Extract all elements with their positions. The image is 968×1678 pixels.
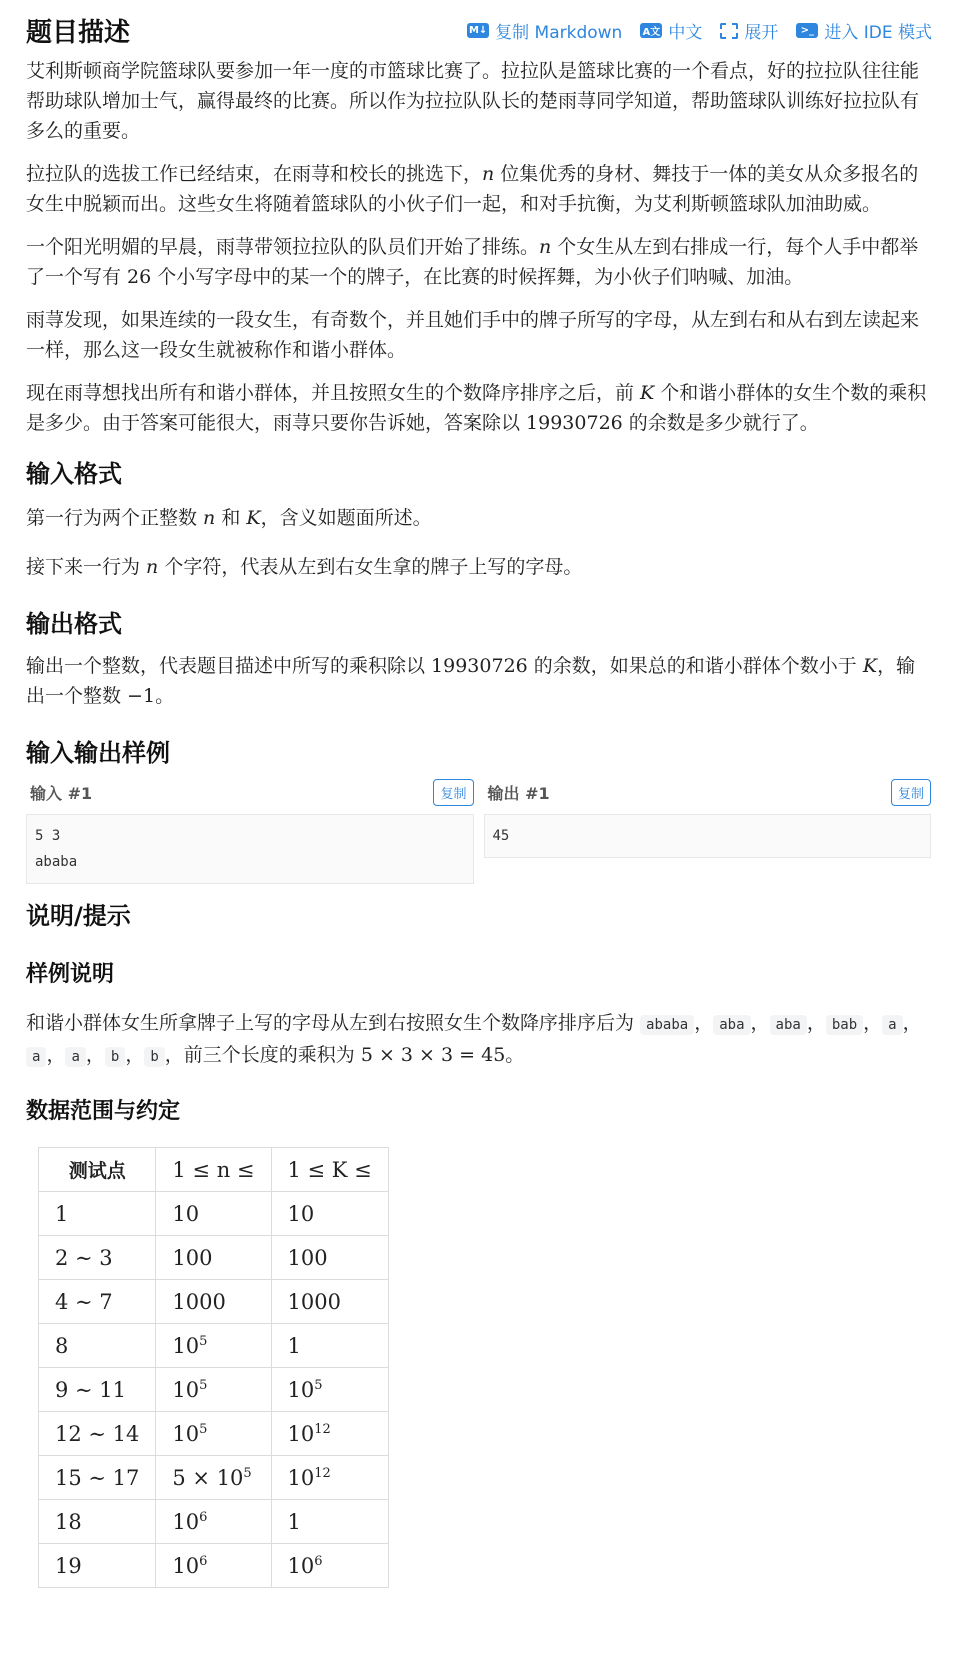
separator: ， bbox=[46, 1044, 66, 1066]
table-cell bbox=[271, 1456, 388, 1500]
table-header-cell: 1 ≤ K ≤ bbox=[271, 1148, 388, 1192]
description-paragraph-4: 雨荨发现，如果连续的一段女生，有奇数个，并且她们手中的牌子所写的字母，从左到右和从右到左读起来一样，那么这一段女生就被称作和谐小群体。 bbox=[26, 309, 920, 361]
expand-label: 展开 bbox=[744, 23, 779, 43]
copy-input-button[interactable]: 复制 bbox=[433, 779, 473, 806]
samples-row bbox=[26, 776, 931, 884]
separator: ， bbox=[902, 1012, 922, 1034]
cell-value: 1000 bbox=[287, 1289, 341, 1314]
table-cell bbox=[156, 1324, 271, 1368]
constraints-heading: 数据范围与约定 bbox=[26, 1099, 181, 1124]
cell-value: 10 bbox=[172, 1553, 200, 1578]
problem-content bbox=[26, 56, 931, 1588]
table-row bbox=[39, 1280, 389, 1324]
table-cell: 8 bbox=[39, 1324, 156, 1368]
separator: ， bbox=[125, 1044, 145, 1066]
output-format-text bbox=[26, 651, 931, 711]
table-cell: 1 bbox=[39, 1192, 156, 1236]
description-paragraph-2 bbox=[26, 159, 931, 219]
cell-value: 10 bbox=[287, 1465, 315, 1490]
cell-value: 1 bbox=[287, 1509, 301, 1534]
cell-exponent: 12 bbox=[314, 1465, 331, 1481]
table-row bbox=[39, 1544, 389, 1588]
cell-value: 10 bbox=[172, 1509, 200, 1534]
separator: ， bbox=[806, 1012, 826, 1034]
inline-code: ababa bbox=[640, 1015, 694, 1035]
table-cell: 12 ∼ 14 bbox=[39, 1412, 156, 1456]
table-cell: 9 ∼ 11 bbox=[39, 1368, 156, 1412]
sample-output-header bbox=[484, 776, 932, 808]
text-span: 一个阳光明媚的早晨，雨荨带领拉拉队的队员们开始了排练。 bbox=[26, 236, 540, 258]
table-cell bbox=[271, 1368, 388, 1412]
cell-exponent: 12 bbox=[314, 1421, 331, 1437]
output-format-heading: 输出格式 bbox=[26, 610, 122, 638]
table-cell bbox=[156, 1544, 271, 1588]
language-button[interactable] bbox=[640, 18, 702, 43]
math-number: 26 bbox=[127, 266, 152, 288]
inline-code: bab bbox=[826, 1015, 863, 1035]
cell-value: 10 bbox=[172, 1421, 200, 1446]
text-span: 拉拉队的选拔工作已经结束，在雨荨和校长的挑选下， bbox=[26, 163, 483, 185]
separator: ， bbox=[863, 1012, 883, 1034]
sample-explanation-heading: 样例说明 bbox=[26, 962, 115, 987]
table-cell: 18 bbox=[39, 1500, 156, 1544]
text-span: 的余数，如果总的和谐小群体个数小于 bbox=[527, 655, 863, 677]
table-cell: 19 bbox=[39, 1544, 156, 1588]
table-cell bbox=[271, 1236, 388, 1280]
text-span: 个小写字母中的某一个的牌子，在比赛的时候挥舞，为小伙子们呐喊、加油。 bbox=[151, 266, 804, 288]
terminal-icon: >_ bbox=[796, 23, 818, 38]
inline-code: aba bbox=[770, 1015, 807, 1035]
expand-button[interactable] bbox=[720, 18, 778, 43]
description-paragraph-5 bbox=[26, 378, 931, 438]
text-span: 位集优秀的身材、舞技于一体的美女从众多报名的女生中脱颖而出。这些女生将随着篮球队的小伙子们一起，和对手抗衡，为艾利斯顿篮球队加油助威。 bbox=[26, 163, 919, 215]
cell-value: 1000 bbox=[172, 1289, 226, 1314]
cell-exponent: 5 bbox=[314, 1377, 323, 1393]
cell-value: 10 bbox=[287, 1421, 315, 1446]
text-span: 输出一个整数，代表题目描述中所写的乘积除以 bbox=[26, 655, 432, 677]
inline-code: a bbox=[882, 1015, 902, 1035]
sample-input bbox=[26, 776, 474, 884]
table-row bbox=[39, 1368, 389, 1412]
math-k: K bbox=[640, 382, 655, 404]
table-cell bbox=[156, 1412, 271, 1456]
table-row bbox=[39, 1324, 389, 1368]
cell-value: 100 bbox=[287, 1245, 328, 1270]
cell-exponent: 6 bbox=[314, 1553, 323, 1569]
text-span: 个女生从左到右排成一行，每个人手中都举了一个写有 bbox=[26, 236, 919, 288]
problem-header bbox=[26, 8, 932, 52]
input-format-line-1 bbox=[26, 503, 931, 533]
input-format-heading: 输入格式 bbox=[26, 460, 122, 488]
math-k: K bbox=[246, 507, 261, 529]
inline-code: b bbox=[144, 1047, 164, 1067]
description-paragraph-3 bbox=[26, 232, 931, 292]
math-number: 19930726 bbox=[526, 412, 623, 434]
text-span: 和谐小群体女生所拿牌子上写的字母从左到右按照女生个数降序排序后为 bbox=[26, 1012, 641, 1034]
table-header-row bbox=[39, 1148, 389, 1192]
cell-value: 10 bbox=[287, 1553, 315, 1578]
cell-value: 10 bbox=[287, 1201, 315, 1226]
text-span: 。 bbox=[155, 685, 175, 707]
table-header-cell: 测试点 bbox=[39, 1148, 156, 1192]
markdown-icon: M↓ bbox=[468, 25, 488, 36]
text-span: ，前三个长度的乘积为 bbox=[164, 1044, 361, 1066]
cell-value: 10 bbox=[287, 1377, 315, 1402]
language-label: 中文 bbox=[668, 23, 703, 43]
table-cell bbox=[271, 1412, 388, 1456]
cell-exponent: 6 bbox=[199, 1509, 208, 1525]
math-n: n bbox=[146, 556, 159, 578]
table-row bbox=[39, 1500, 389, 1544]
table-cell bbox=[156, 1456, 271, 1500]
table-row bbox=[39, 1236, 389, 1280]
table-row bbox=[39, 1192, 389, 1236]
text-span: 现在雨荨想找出所有和谐小群体，并且按照女生的个数降序排序之后，前 bbox=[26, 382, 641, 404]
table-cell bbox=[156, 1236, 271, 1280]
table-cell: 4 ∼ 7 bbox=[39, 1280, 156, 1324]
copy-markdown-label: 复制 Markdown bbox=[495, 23, 623, 43]
cell-exponent: 5 bbox=[199, 1377, 208, 1393]
math-k: K bbox=[862, 655, 878, 677]
separator: ， bbox=[85, 1044, 105, 1066]
separator: ， bbox=[750, 1012, 770, 1034]
cell-exponent: 5 bbox=[199, 1333, 208, 1349]
ide-mode-button[interactable] bbox=[796, 18, 932, 43]
sample-input-header bbox=[26, 776, 474, 808]
text-span: 和 bbox=[215, 507, 247, 529]
header-actions bbox=[467, 18, 932, 43]
table-cell bbox=[271, 1544, 388, 1588]
math-n: n bbox=[203, 507, 216, 529]
table-row bbox=[39, 1412, 389, 1456]
cell-value: 10 bbox=[172, 1201, 200, 1226]
table-cell: 15 ∼ 17 bbox=[39, 1456, 156, 1500]
sample-input-label: 输入 #1 bbox=[30, 783, 93, 803]
cell-exponent: 5 bbox=[199, 1421, 208, 1437]
sample-output-label: 输出 #1 bbox=[487, 783, 550, 803]
table-header-cell: 1 ≤ n ≤ bbox=[156, 1148, 271, 1192]
copy-output-button[interactable]: 复制 bbox=[891, 779, 931, 806]
text-span: 个字符，代表从左到右女生拿的牌子上写的字母。 bbox=[158, 556, 583, 578]
text-span: 的余数是多少就行了。 bbox=[622, 412, 819, 434]
math-n: n bbox=[482, 163, 495, 185]
ide-mode-label: 进入 IDE 模式 bbox=[824, 23, 932, 43]
cell-value: 10 bbox=[172, 1377, 200, 1402]
inline-code: a bbox=[65, 1047, 85, 1067]
table-cell: 2 ∼ 3 bbox=[39, 1236, 156, 1280]
table-cell bbox=[156, 1500, 271, 1544]
table-cell bbox=[271, 1280, 388, 1324]
cell-exponent: 6 bbox=[199, 1553, 208, 1569]
separator: ， bbox=[694, 1012, 714, 1034]
text-span: 。 bbox=[505, 1044, 525, 1066]
text-span: 个和谐小群体的女生个数的乘积是多少。由于答案可能很大，雨荨只要你告诉她，答案除以 bbox=[26, 382, 927, 434]
table-row bbox=[39, 1456, 389, 1500]
expand-icon bbox=[720, 23, 738, 39]
cell-value: 1 bbox=[287, 1333, 301, 1358]
inline-code: b bbox=[105, 1047, 125, 1067]
sample-output bbox=[484, 776, 932, 884]
sample-output-box: 45 bbox=[484, 814, 932, 858]
text-span: ，含义如题面所述。 bbox=[260, 507, 432, 529]
text-span: 接下来一行为 bbox=[26, 556, 147, 578]
sample-input-box: 5 3 ababa bbox=[26, 814, 474, 884]
text-span: ，输出一个整数 bbox=[26, 655, 916, 707]
copy-markdown-button[interactable] bbox=[467, 18, 622, 43]
cell-value: 100 bbox=[172, 1245, 213, 1270]
hint-heading: 说明/提示 bbox=[26, 902, 131, 930]
inline-code: a bbox=[26, 1047, 46, 1067]
math-number: −1 bbox=[127, 685, 156, 707]
translate-icon: A文 bbox=[640, 23, 662, 38]
table-cell bbox=[156, 1280, 271, 1324]
inline-code: aba bbox=[713, 1015, 750, 1035]
math-product: 5 × 3 × 3 = 45 bbox=[360, 1044, 506, 1066]
math-n: n bbox=[539, 236, 552, 258]
cell-value: 10 bbox=[172, 1333, 200, 1358]
page-title: 题目描述 bbox=[26, 18, 131, 48]
text-span: 第一行为两个正整数 bbox=[26, 507, 204, 529]
table-cell bbox=[271, 1324, 388, 1368]
table-cell bbox=[271, 1192, 388, 1236]
table-cell bbox=[156, 1368, 271, 1412]
constraints-table bbox=[38, 1147, 389, 1588]
cell-exponent: 5 bbox=[243, 1465, 252, 1481]
math-number: 19930726 bbox=[431, 655, 528, 677]
table-cell bbox=[271, 1500, 388, 1544]
samples-heading: 输入输出样例 bbox=[26, 739, 170, 767]
cell-value: 5 × 10 bbox=[172, 1465, 244, 1490]
description-paragraph-1: 艾利斯顿商学院篮球队要参加一年一度的市篮球比赛了。拉拉队是篮球比赛的一个看点，好的拉拉队往往能帮助球队增加士气，赢得最终的比赛。所以作为拉拉队队长的楚雨荨同学知道，帮助篮球队训练好拉拉队有多么的重要。 bbox=[26, 60, 920, 142]
sample-explanation-text bbox=[26, 1008, 931, 1072]
table-cell bbox=[156, 1192, 271, 1236]
input-format-line-2 bbox=[26, 552, 931, 582]
